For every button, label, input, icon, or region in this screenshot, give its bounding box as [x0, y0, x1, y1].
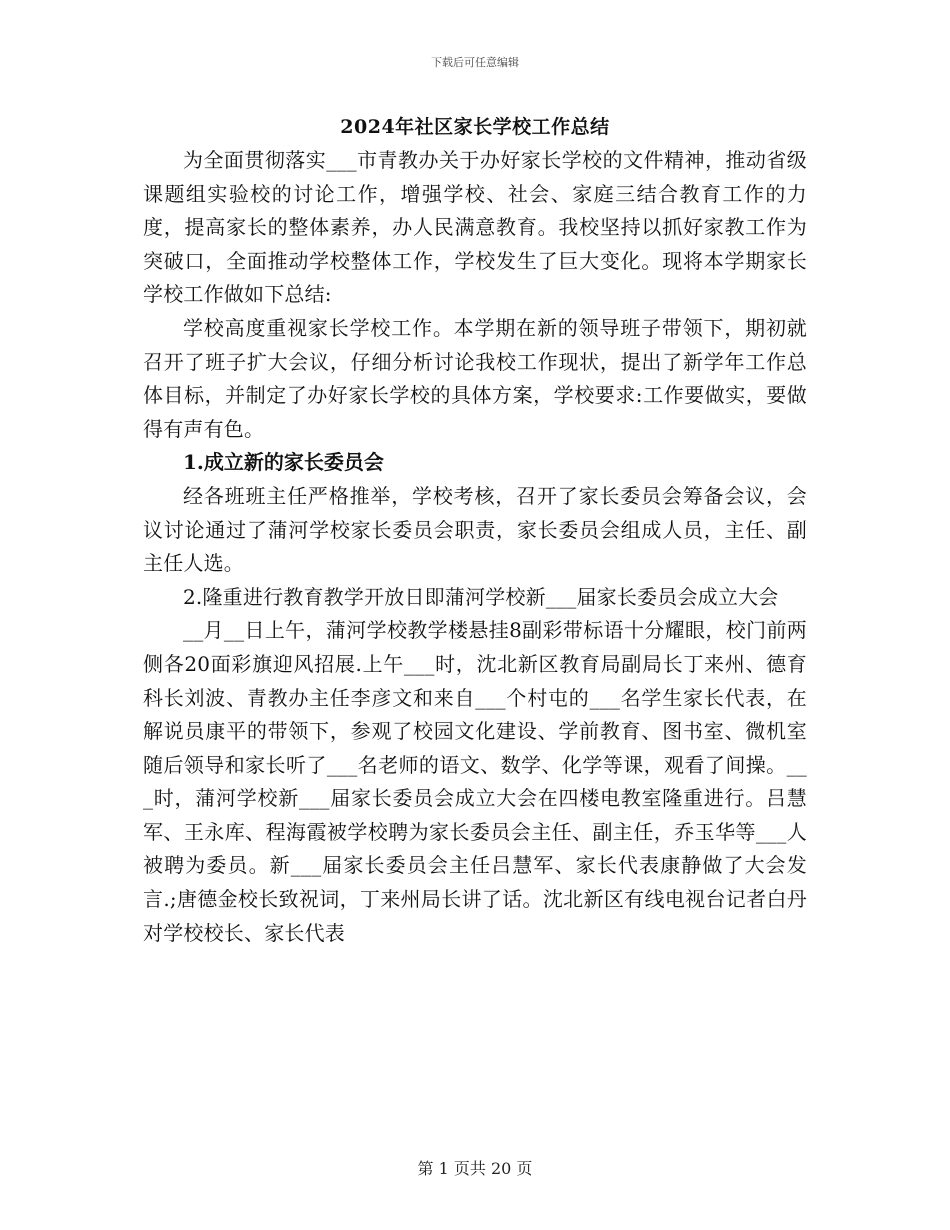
paragraph-intro: 为全面贯彻落实___市青教办关于办好家长学校的文件精神，推动省级课题组实验校的讨论工作，增强学校、社会、家庭三结合教育工作的力度，提高家长的整体素养，办人民满意教育。我校坚持以抓好家教工作为突破口，全面推动学校整体工作，学校发生了巨大变化。现将本学期家长学校工作做如下总结: — [143, 148, 807, 307]
paragraph-open-day: __月__日上午，蒲河学校教学楼悬挂8副彩带标语十分耀眼，校门前两侧各20面彩旗迎风招展.上午___时，沈北新区教育局副局长丁来州、德育科长刘波、青教办主任李彦文和来自___个村屯的___名学生家长代表，在解说员康平的带领下，参观了校园文化建设、学前教育、图书室、微机室随后领导和家长听了___名老师的语文、数学、化学等课，观看了间操。___时，蒲河学校新___届家长委员会成立大会在四楼电教室隆重进行。吕慧军、王永库、程海霞被学校聘为家长委员会主任、副主任，乔玉华等___人被聘为委员。新___届家长委员会主任吕慧军、家长代表康静做了大会发言.;唐德金校长致祝词，丁来州局长讲了话。沈北新区有线电视台记者白丹对学校校长、家长代表 — [143, 618, 807, 945]
section-heading-open-day: 2.隆重进行教育教学开放日即蒲河学校新___届家长委员会成立大会 — [183, 584, 779, 609]
document-body — [143, 110, 807, 950]
paragraph-committee: 经各班班主任严格推举，学校考核，召开了家长委员会筹备会议，会议讨论通过了蒲河学校家长委员会职责，家长委员会组成人员，主任、副主任人选。 — [143, 483, 807, 576]
header-note: 下载后可任意编辑 — [431, 56, 519, 69]
page-number: 第 1 页共 20 页 — [417, 1159, 533, 1178]
document-title: 2024年社区家长学校工作总结 — [340, 116, 610, 138]
paragraph-school-focus: 学校高度重视家长学校工作。本学期在新的领导班子带领下，期初就召开了班子扩大会议，仔细分析讨论我校工作现状，提出了新学年工作总体目标，并制定了办好家长学校的具体方案，学校要求:工作要做实，要做得有声有色。 — [143, 315, 807, 441]
section-heading-committee: 1.成立新的家长委员会 — [183, 450, 384, 475]
